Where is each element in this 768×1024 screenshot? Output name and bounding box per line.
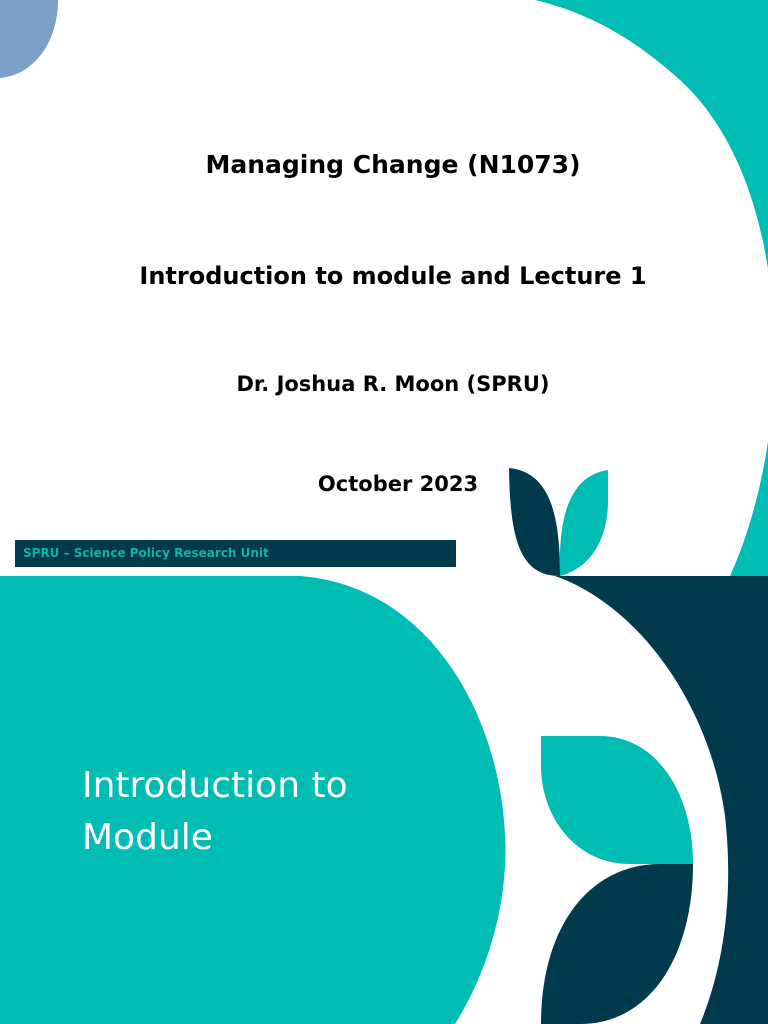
section-title-line2: Module (82, 817, 213, 858)
section-title-line1: Introduction to (82, 765, 348, 806)
author-name: Dr. Joshua R. Moon (SPRU) (236, 372, 550, 396)
section-title (82, 760, 442, 864)
presentation-date: October 2023 (317, 472, 479, 496)
corner-blue-shape (0, 0, 58, 78)
section-slide (0, 576, 768, 1024)
unit-label: SPRU – Science Policy Research Unit (23, 546, 269, 560)
course-title: Managing Change (N1073) (205, 150, 581, 179)
unit-banner (15, 540, 456, 567)
lecture-subtitle: Introduction to module and Lecture 1 (139, 262, 647, 290)
